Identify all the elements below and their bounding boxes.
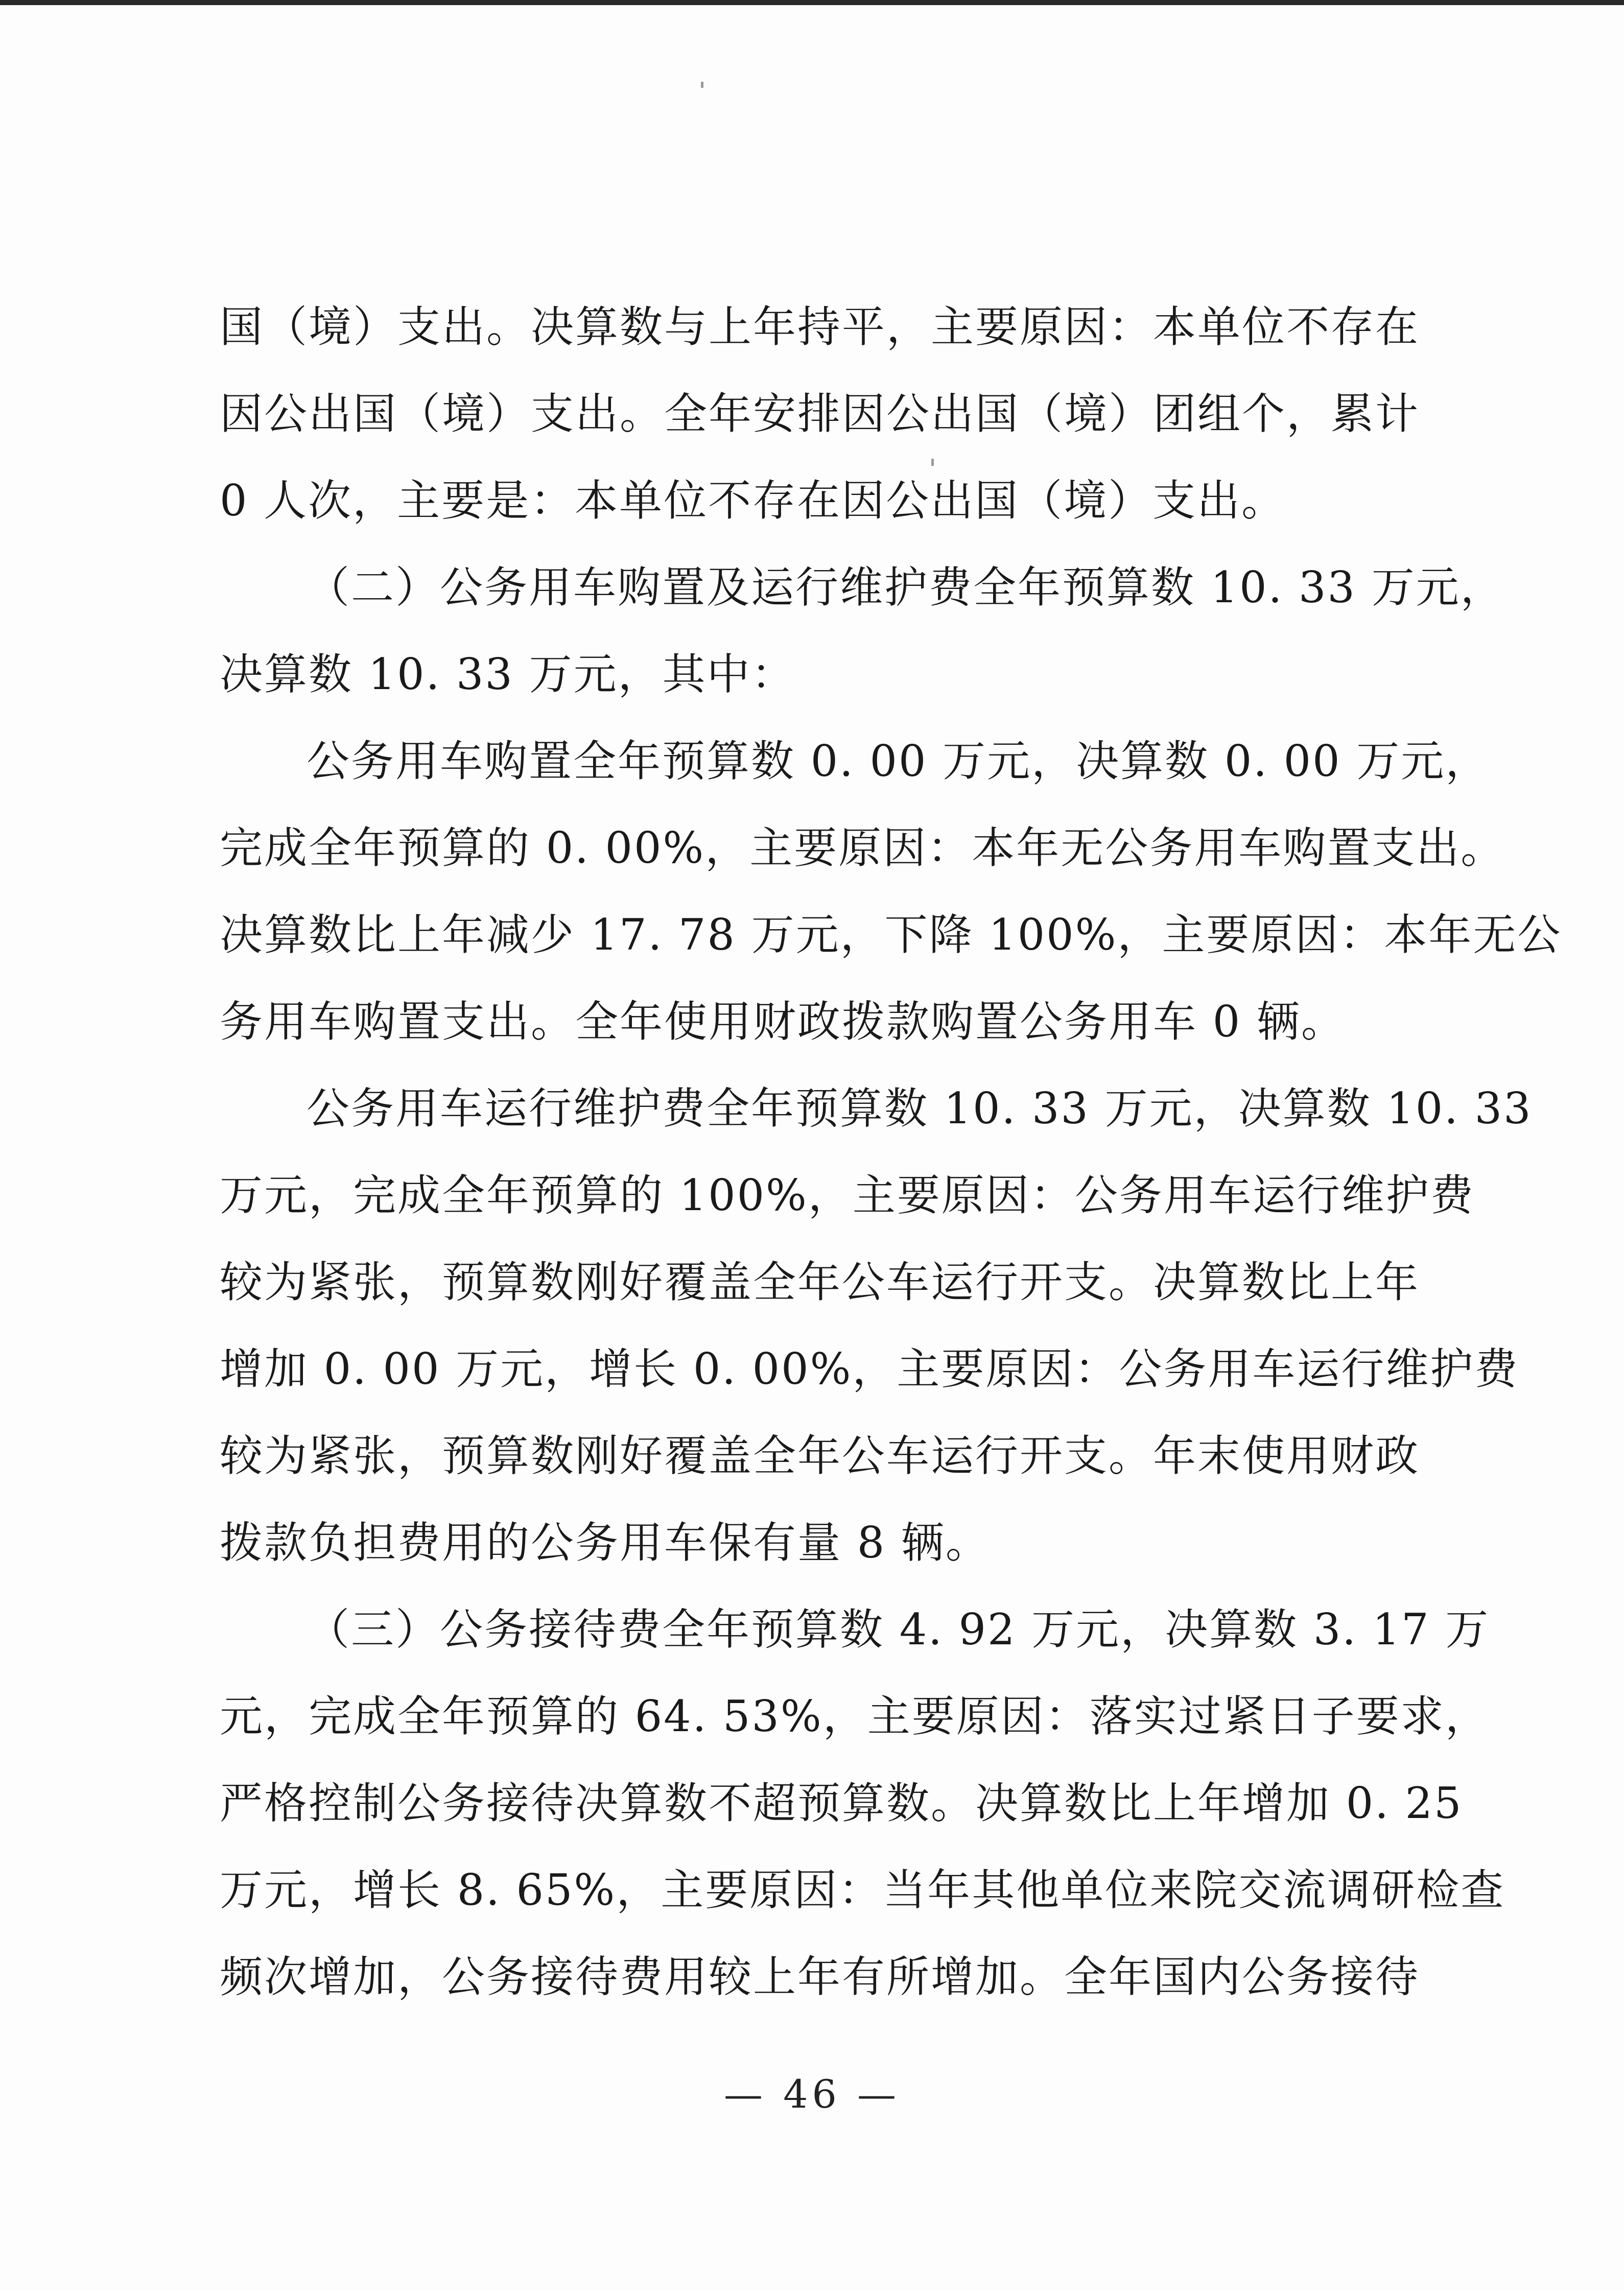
text-line: 0 人次，主要是：本单位不存在因公出国（境）支出。 — [220, 476, 1286, 526]
text-line: 公务用车购置全年预算数 0. 00 万元，决算数 0. 00 万元， — [307, 736, 1490, 786]
text-line: 频次增加，公务接待费用较上年有所增加。全年国内公务接待 — [220, 1952, 1420, 2002]
scan-top-edge — [0, 0, 1624, 5]
text-line: 因公出国（境）支出。全年安排因公出国（境）团组个，累计 — [220, 389, 1420, 439]
text-line: 决算数比上年减少 17. 78 万元，下降 100%，主要原因：本年无公 — [220, 910, 1562, 960]
text-line: 务用车购置支出。全年使用财政拨款购置公务用车 0 辆。 — [220, 997, 1346, 1047]
text-line: 国（境）支出。决算数与上年持平，主要原因：本单位不存在 — [220, 302, 1420, 352]
scan-speck — [701, 82, 703, 88]
text-line: （二）公务用车购置及运行维护费全年预算数 10. 33 万元， — [307, 562, 1505, 612]
text-line: 严格控制公务接待决算数不超预算数。决算数比上年增加 0. 25 — [220, 1778, 1463, 1828]
page-number: — 46 — — [723, 2071, 901, 2117]
text-line: 完成全年预算的 0. 00%，主要原因：本年无公务用车购置支出。 — [220, 823, 1505, 873]
text-line: 万元，增长 8. 65%，主要原因：当年其他单位来院交流调研检查 — [220, 1865, 1505, 1915]
text-line: 增加 0. 00 万元，增长 0. 00%，主要原因：公务用车运行维护费 — [220, 1344, 1519, 1394]
text-line: 公务用车运行维护费全年预算数 10. 33 万元，决算数 10. 33 — [307, 1083, 1533, 1133]
text-line: 较为紧张，预算数刚好覆盖全年公车运行开支。年末使用财政 — [220, 1431, 1420, 1481]
text-line: 万元，完成全年预算的 100%，主要原因：公务用车运行维护费 — [220, 1170, 1475, 1220]
text-line: 拨款负担费用的公务用车保有量 8 辆。 — [220, 1518, 990, 1568]
text-line: 较为紧张，预算数刚好覆盖全年公车运行开支。决算数比上年 — [220, 1257, 1420, 1307]
text-line: 元，完成全年预算的 64. 53%，主要原因：落实过紧日子要求， — [220, 1691, 1490, 1741]
document-body — [220, 284, 1562, 2020]
text-line: 决算数 10. 33 万元，其中： — [220, 649, 796, 699]
text-line: （三）公务接待费全年预算数 4. 92 万元，决算数 3. 17 万 — [307, 1604, 1490, 1655]
